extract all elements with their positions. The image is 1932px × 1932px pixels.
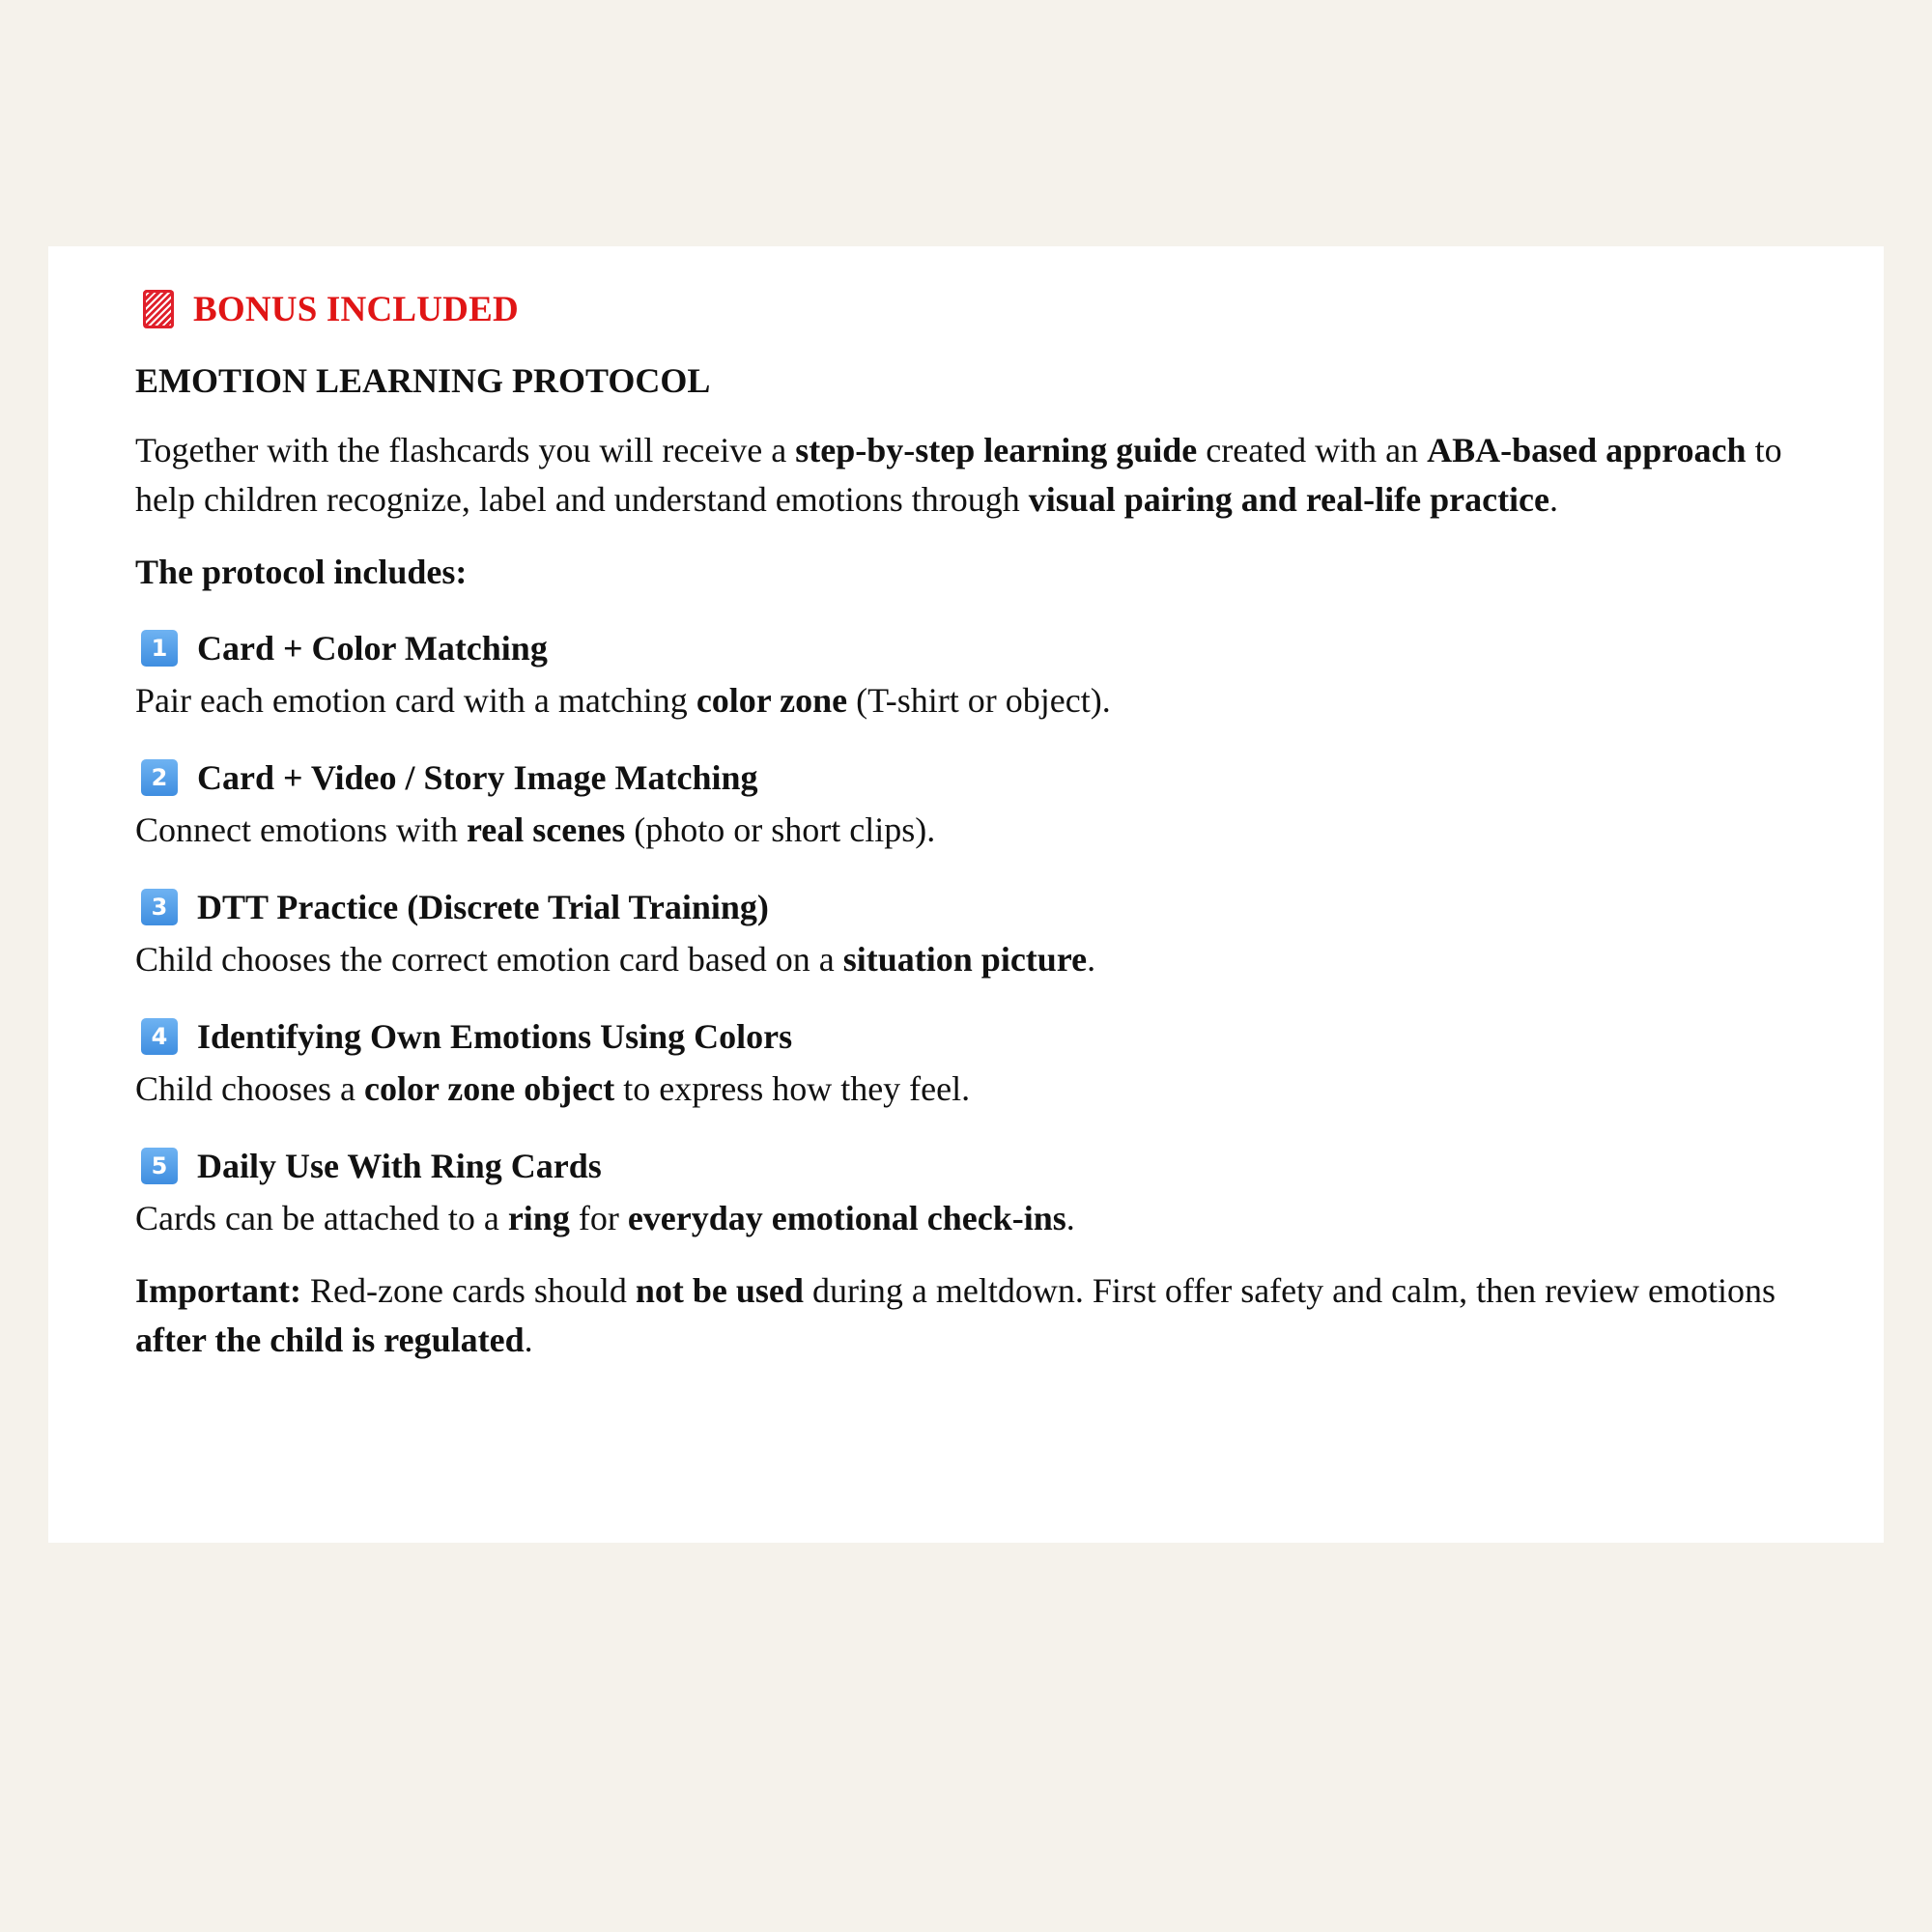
item-heading: [135, 1139, 1797, 1193]
item-heading: [135, 880, 1797, 934]
keycap-4-icon: 4: [141, 1018, 178, 1055]
protocol-title: EMOTION LEARNING PROTOCOL: [135, 361, 711, 400]
desc-bold: everyday emotional check-ins: [627, 1199, 1066, 1237]
important-note: [135, 1266, 1797, 1365]
keycap-5-icon: 5: [141, 1148, 178, 1184]
bonus-badge: [135, 285, 1797, 333]
intro-bold-3: visual pairing and real-life practice: [1028, 480, 1550, 519]
intro-text-3: to help children recognize, label and understand emotions through: [135, 431, 1782, 519]
important-text: Red-zone cards should: [300, 1271, 636, 1310]
desc-text: Connect emotions with: [135, 810, 467, 849]
intro-text-2: created with an: [1197, 431, 1428, 469]
desc-bold: color zone object: [363, 1069, 615, 1108]
desc-bold: ring: [507, 1199, 570, 1237]
desc-text: Child chooses the correct emotion card based on a: [135, 940, 843, 979]
bonus-card: [48, 246, 1884, 1543]
desc-bold: situation picture: [842, 940, 1088, 979]
desc-text: (T-shirt or object).: [847, 681, 1111, 720]
important-bold: after the child is regulated: [135, 1321, 525, 1359]
item-description: [135, 675, 1797, 725]
protocol-item-4: [135, 1009, 1797, 1114]
important-bold: not be used: [635, 1271, 804, 1310]
intro-paragraph: [135, 426, 1797, 525]
item-title: Card + Video / Story Image Matching: [197, 758, 758, 797]
item-heading: [135, 621, 1797, 675]
item-title: Card + Color Matching: [197, 629, 548, 668]
desc-text: Pair each emotion card with a matching: [135, 681, 696, 720]
intro-text-1: Together with the flashcards you will receive a: [135, 431, 796, 469]
item-description: [135, 805, 1797, 855]
desc-bold: color zone: [696, 681, 848, 720]
item-title: Identifying Own Emotions Using Colors: [197, 1017, 793, 1056]
desc-text: Cards can be attached to a: [135, 1199, 508, 1237]
intro-bold-1: step-by-step learning guide: [795, 431, 1198, 469]
bonus-label: BONUS INCLUDED: [193, 289, 519, 329]
item-heading: [135, 751, 1797, 805]
protocol-item-1: [135, 621, 1797, 725]
important-label: Important:: [135, 1271, 301, 1310]
keycap-3-icon: 3: [141, 889, 178, 925]
item-description: [135, 1193, 1797, 1243]
desc-text: Child chooses a: [135, 1069, 364, 1108]
item-title: Daily Use With Ring Cards: [197, 1147, 602, 1185]
desc-text: .: [1087, 940, 1096, 979]
intro-bold-2: ABA-based approach: [1427, 431, 1747, 469]
item-description: [135, 934, 1797, 984]
keycap-2-icon: 2: [141, 759, 178, 796]
protocol-item-5: [135, 1139, 1797, 1243]
striped-book-icon: [143, 290, 174, 328]
important-text: .: [524, 1321, 533, 1359]
intro-text-4: .: [1549, 480, 1559, 519]
desc-text: (photo or short clips).: [625, 810, 936, 849]
desc-bold: real scenes: [466, 810, 626, 849]
protocol-item-2: [135, 751, 1797, 855]
item-heading: [135, 1009, 1797, 1064]
item-title: DTT Practice (Discrete Trial Training): [197, 888, 769, 926]
desc-text: to express how they feel.: [614, 1069, 971, 1108]
desc-text: for: [569, 1199, 628, 1237]
keycap-1-icon: 1: [141, 630, 178, 667]
protocol-item-3: [135, 880, 1797, 984]
item-description: [135, 1064, 1797, 1114]
includes-heading: The protocol includes:: [135, 553, 468, 591]
desc-text: .: [1065, 1199, 1075, 1237]
important-text: during a meltdown. First offer safety and calm, then review emotions: [803, 1271, 1776, 1310]
